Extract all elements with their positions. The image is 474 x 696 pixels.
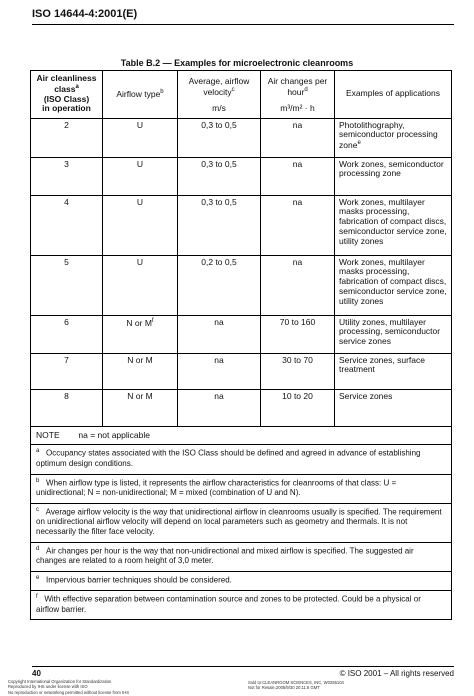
note-row <box>31 426 452 445</box>
col-header-class: Air cleanliness class$^a$ (ISO Class) in operation <box>31 71 103 119</box>
col-header-airflow-type: Airflow type$^b$ <box>103 71 178 102</box>
col-header-applications: Examples of applications <box>335 71 452 102</box>
col-header-velocity: Average, airflow velocity$^c$ <box>178 71 261 102</box>
table-row: 3 U 0,3 to 0,5 na Work zones, semiconductor processing zone <box>31 157 452 195</box>
footnote-row: $^e$ Impervious barrier techniques should be considered. <box>31 571 452 590</box>
footnote-row: $^d$ Air changes per hour is the way that non-unidirectional and mixed airflow is specified. The suggested air changes are related to a room height of 3,0 meter. <box>31 542 452 571</box>
air-changes-unit: m³/m² · h <box>261 102 335 119</box>
page-number: 40 <box>32 669 41 678</box>
col-header-air-changes: Air changes per hour$^d$ <box>261 71 335 102</box>
header-rule <box>32 24 454 25</box>
table-row: 4 U 0,3 to 0,5 na Work zones, multilayer masks processing, fabrication of compact discs, semiconductor service zone, utility zones <box>31 195 452 255</box>
table-row: 7 N or M na 30 to 70 Service zones, surface treatment <box>31 353 452 389</box>
footnote-row: $^f$ With effective separation between contamination source and zones to be protected. Could be a physical or airflow barrier. <box>31 591 452 620</box>
note-text: na = not applicable <box>78 429 150 440</box>
copyright-text: © ISO 2001 – All rights reserved <box>339 669 454 678</box>
note-label: NOTE <box>36 429 60 440</box>
license-notice: Copyright International Organization for Standardization Reproduced by IHS under license with ISO No reproduction or networking permitted without license from IHS <box>8 679 130 695</box>
velocity-unit: m/s <box>178 102 261 119</box>
table-row: 8 N or M na 10 to 20 Service zones <box>31 389 452 426</box>
header-row <box>31 71 452 102</box>
footnote-row: $^b$ When airflow type is listed, it represents the airflow characteristics for cleanrooms of that class: U = unidirectional; N = non-unidirectional; M = mixed (combination of U and N). <box>31 474 452 503</box>
footnote-row: $^a$ Occupancy states associated with the ISO Class should be defined and agreed in advance of establishing optimum design conditions. <box>31 445 452 474</box>
footer-rule <box>32 666 454 667</box>
table-row: 6 N or $M^f$ na 70 to 160 Utility zones, multilayer processing, semiconductor service zones <box>31 315 452 353</box>
cleanroom-table <box>30 70 452 620</box>
table-title: Table B.2 — Examples for microelectronic cleanrooms <box>120 58 354 68</box>
document-id: ISO 14644-4:2001(E) <box>32 8 138 20</box>
footnote-row: $^c$ Average airflow velocity is the way that unidirectional airflow in cleanrooms usually is specified. The requirement on unidirectional airflow velocity will depend on local parameters such as geometry and thermals. It is not necessarily the filter face velocity. <box>31 503 452 542</box>
table-row: 2 U 0,3 to 0,5 na Photolithography, semiconductor processing zone$^e$ <box>31 118 452 157</box>
table-row: 5 U 0,2 to 0,5 na Work zones, multilayer masks processing, fabrication of compact discs, semiconductor service zone, utility zones <box>31 255 452 315</box>
sold-to-notice: Sold to:CLEANROOM SCIENCES, INC, W0285104 Not for Resale,2005/9/30 20:11:6 GMT <box>248 680 344 691</box>
